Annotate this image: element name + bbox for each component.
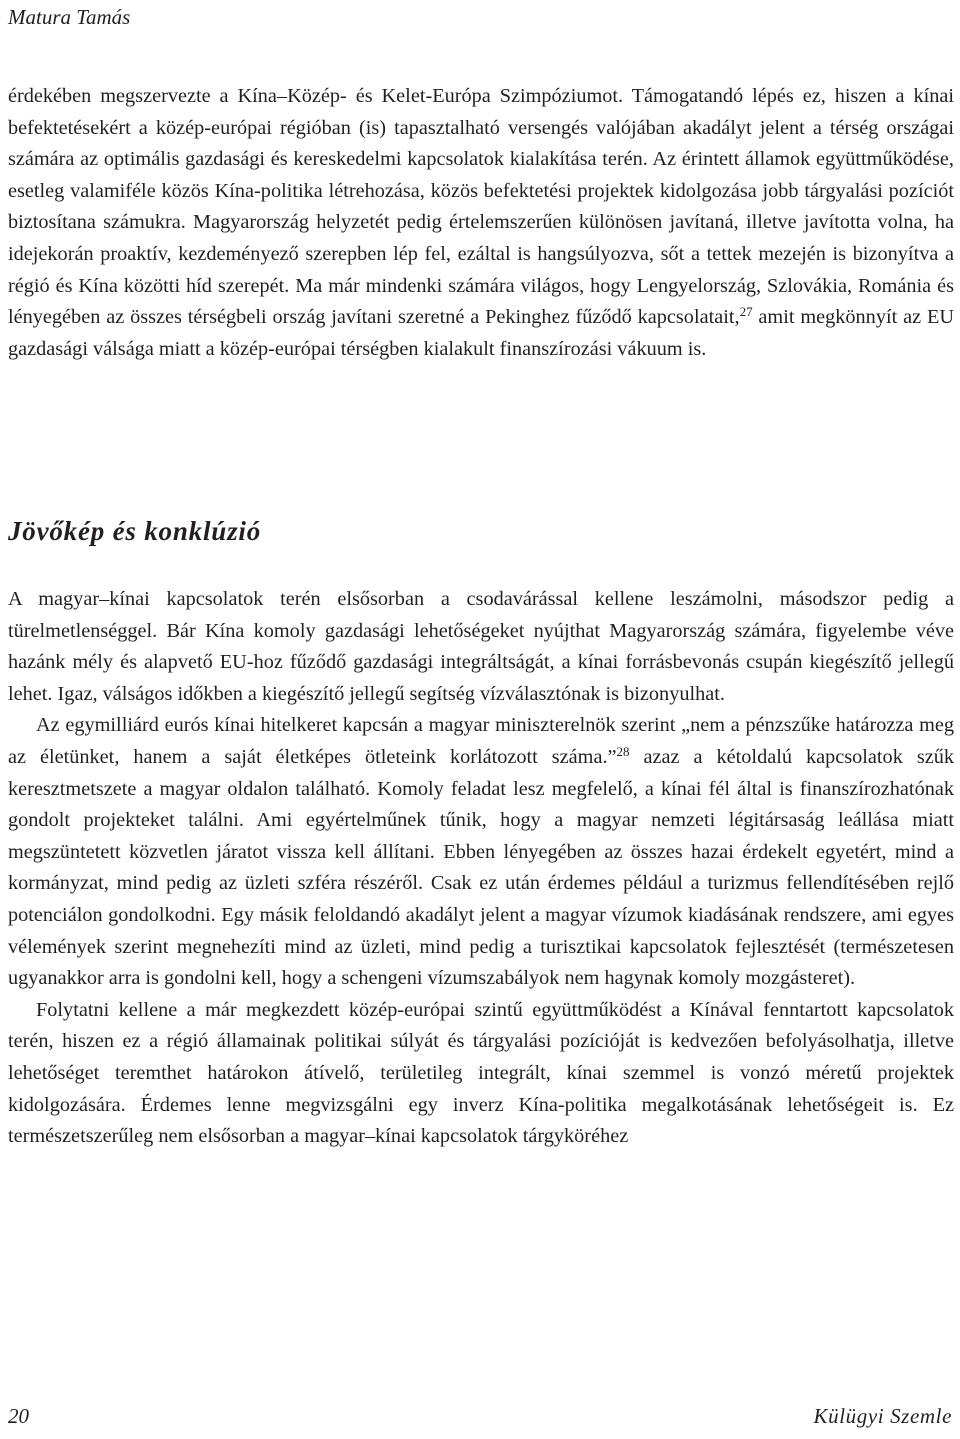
section-paragraph-1: A magyar–kínai kapcsolatok terén elsősorban a csodavárással kellene leszámolni, másodszor pedig a türelmetlenséggel. Bár Kína komoly gazdasági lehetőségeket nyújthat Magyarország számára, figyelembe véve hazánk mély és alapvető EU-hoz fűződő gazdasági integráltságát, a kínai forrásbevonás csupán kiegészítő jellegű lehet. Igaz, válságos időkben a kiegészítő jellegű segítség vízválasztónak is bizonyulhat. [8, 588, 954, 705]
section-heading: Jövőkép és konklúzió [8, 516, 262, 546]
intro-paragraph-part-1: érdekében megszervezte a Kína–Közép- és Kelet-Európa Szimpóziumot. Támogatandó lépés ez, hiszen a kínai befektetésekért a közép-európai régióban (is) tapasztalható versengés valójában akadályt jelent a térség országai számára az optimális gazdasági és kereskedelmi kapcsolatok kialakítása terén. Az érintett államok együttműködése, esetleg valamiféle közös Kína-politika létrehozása, közös befektetési projektek kidolgozása jobb tárgyalási pozíciót biztosítana számukra. Magyarország helyzetét pedig értelemszerűen különösen javítaná, illetve javította volna, ha idejekorán proaktív, kezdeményező szerepben lép fel, ezáltal is hangsúlyozva, sőt a tettek mezején is bizonyítva a régió és Kína közötti híd szerepét. Ma már mindenki számára világos, hogy Lengyelország, Szlovákia, Románia és lényegében az összes térségbeli ország javítani szeretné a Pekinghez fűződő kapcsolatait, [8, 85, 954, 329]
footnote-ref-27[interactable]: 27 [739, 304, 753, 320]
page-number: 20 [8, 1404, 29, 1428]
section-text-block [8, 584, 954, 1153]
footnote-ref-28[interactable]: 28 [616, 743, 630, 759]
section-paragraph-2-part-2: azaz a kétoldalú kapcsolatok szűk keresztmetszete a magyar oldalon található. Komoly feladat lesz megfelelő, a kínai fél által is finanszírozhatónak gondolt projekteket találni. Ami egyértelműnek tűnik, hogy a magyar nemzeti légitársaság leállása miatt megszüntetett közvetlen járatot vissza kell állítani. Ebben lényegében az összes hazai érdekelt egyetért, mind a kormányzat, mind pedig az üzleti szféra részéről. Csak ez után érdemes például a turizmus fellendítésében rejlő potenciálon gondolkodni. Egy másik feloldandó akadályt jelent a magyar vízumok kiadásának rendszere, ami egyes vélemények szerint megnehezíti mind az üzleti, mind pedig a turisztikai kapcsolatok fejlesztését (természetesen ugyanakkor arra is gondolni kell, hogy a schengeni vízumszabályok nem hagynak komoly mozgásteret). [8, 745, 954, 990]
intro-text-block [8, 81, 954, 365]
section-paragraph-2 [8, 710, 954, 994]
section-paragraph-3: Folytatni kellene a már megkezdett közép-európai szintű együttműködést a Kínával fenntartott kapcsolatok terén, hiszen ez a régió államainak politikai súlyát és tárgyalási pozícióját is kedvezően befolyásolhatja, illetve lehetőséget teremthet határokon átívelő, területileg integrált, kínai szemmel is vonzó méretű projektek kidolgozására. Érdemes lenne megvizsgálni egy inverz Kína-politika megalkotásának lehetőségeit is. Ez természetszerűleg nem elsősorban a magyar–kínai kapcsolatok tárgyköréhez [8, 998, 954, 1148]
intro-paragraph [8, 81, 954, 365]
running-head-author: Matura Tamás [8, 5, 131, 29]
intro-paragraph-part-2: amit megkönnyít az EU gazdasági válsága miatt a közép-európai térségben kialakult finanszírozási vákuum is. [8, 306, 954, 360]
section-paragraph-2-part-1: Az egymilliárd eurós kínai hitelkeret kapcsán a magyar miniszterelnök szerint „nem a pénzszűke határozza meg az életünket, hanem a saját életképes ötleteink korlátozott száma.” [8, 714, 954, 768]
journal-name: Külügyi Szemle [813, 1404, 952, 1428]
